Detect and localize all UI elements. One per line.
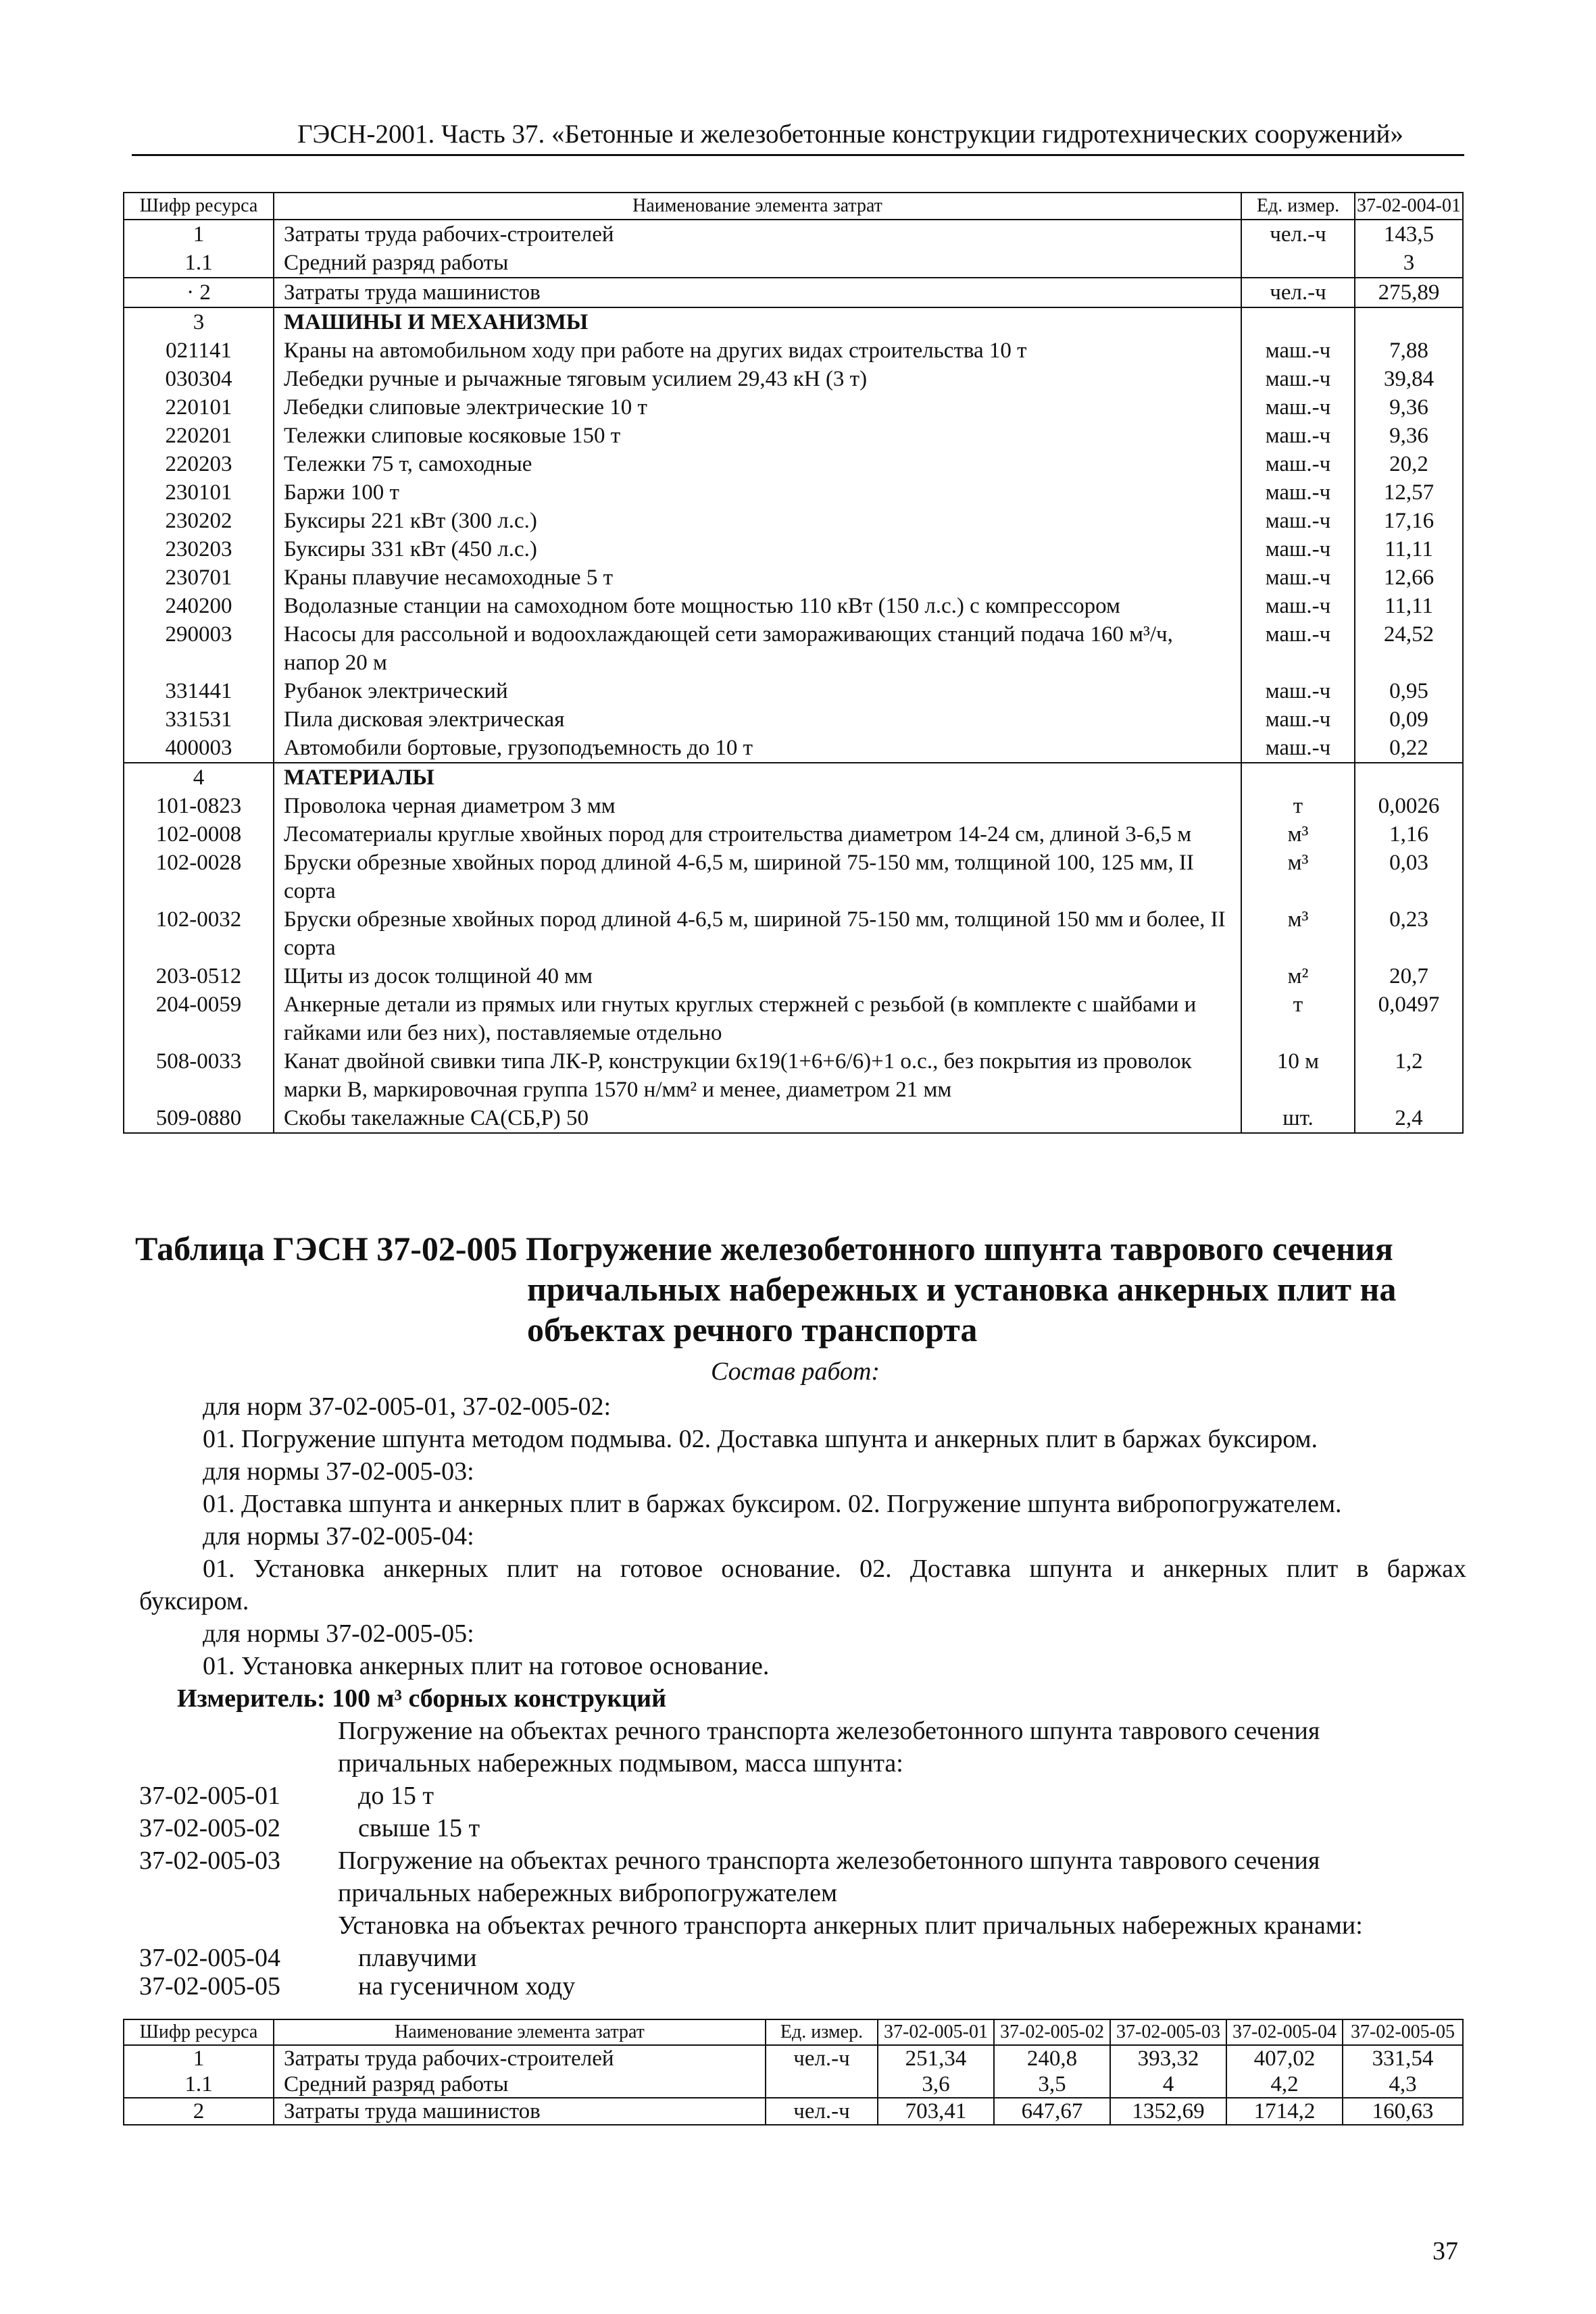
table-row	[124, 336, 1463, 365]
row-value: 143,5	[1355, 220, 1463, 249]
row-code: 2	[124, 2098, 274, 2125]
norm-code-text: свыше 15 т	[358, 1814, 480, 1842]
row-code: 102-0032	[124, 905, 274, 962]
table-row	[124, 1047, 1463, 1104]
row-name: Водолазные станции на самоходном боте мощностью 110 кВт (150 л.с.) с компрессором	[274, 592, 1241, 620]
row-name: Автомобили бортовые, грузоподъемность до 10 т	[274, 734, 1241, 763]
row-value-02: 3,5	[994, 2071, 1110, 2098]
table-row	[124, 220, 1463, 249]
header-code: Шифр ресурса	[124, 193, 274, 220]
norm-code: 37-02-005-05	[139, 1972, 280, 2001]
row-name: Затраты труда рабочих-строителей	[274, 2045, 766, 2071]
row-value-01: 251,34	[878, 2045, 994, 2071]
row-name: МАШИНЫ И МЕХАНИЗМЫ	[274, 307, 1241, 336]
row-name: Затраты труда рабочих-строителей	[274, 220, 1241, 249]
row-name: Краны на автомобильном ходу при работе на других видах строительства 10 т	[274, 336, 1241, 365]
row-unit	[1241, 307, 1355, 336]
work-composition-heading: Состав работ:	[711, 1357, 880, 1386]
row-unit: маш.-ч	[1241, 535, 1355, 563]
row-name: Лебедки ручные и рычажные тяговым усилием 29,43 кН (3 т)	[274, 365, 1241, 393]
row-unit: т	[1241, 792, 1355, 820]
norm-text: 01. Доставка шпунта и анкерных плит в баржах буксиром. 02. Погружение шпунта вибропогружателем.	[203, 1490, 1342, 1518]
row-value-01: 703,41	[878, 2098, 994, 2125]
norm-code-text: на гусеничном ходу	[358, 1972, 576, 2001]
row-value: 3	[1355, 249, 1463, 278]
table-row	[124, 620, 1463, 677]
row-code: 021141	[124, 336, 274, 365]
table-title-line-3: объектах речного транспорта	[527, 1311, 978, 1349]
row-value: 24,52	[1355, 620, 1463, 677]
row-code: 240200	[124, 592, 274, 620]
header-norm-04: 37-02-005-04	[1226, 2019, 1343, 2045]
header-value: 37-02-004-01	[1355, 193, 1463, 220]
row-name: Бруски обрезные хвойных пород длиной 4-6,5 м, шириной 75-150 мм, толщиной 100, 125 мм, II сорта	[274, 849, 1241, 905]
header-unit: Ед. измер.	[766, 2019, 878, 2045]
table-row	[124, 450, 1463, 478]
table-row	[124, 249, 1463, 278]
row-value-01: 3,6	[878, 2071, 994, 2098]
row-code: 290003	[124, 620, 274, 677]
table-row	[124, 2045, 1463, 2071]
row-unit: маш.-ч	[1241, 592, 1355, 620]
row-unit: 10 м	[1241, 1047, 1355, 1104]
row-value-05: 4,3	[1343, 2071, 1463, 2098]
row-unit: маш.-ч	[1241, 422, 1355, 450]
row-code: 230101	[124, 478, 274, 507]
row-value	[1355, 307, 1463, 336]
row-value-04: 407,02	[1226, 2045, 1343, 2071]
row-value: 0,09	[1355, 705, 1463, 734]
row-value-05: 331,54	[1343, 2045, 1463, 2071]
table-row	[124, 592, 1463, 620]
row-code: 1	[124, 2045, 274, 2071]
table-row	[124, 990, 1463, 1047]
norm-text-continued: буксиром.	[139, 1587, 249, 1615]
row-name: Буксиры 221 кВт (300 л.с.)	[274, 507, 1241, 535]
table-header-row	[124, 193, 1463, 220]
row-code: 230203	[124, 535, 274, 563]
row-name: Тележки слиповые косяковые 150 т	[274, 422, 1241, 450]
row-value: 20,7	[1355, 962, 1463, 990]
row-unit: маш.-ч	[1241, 478, 1355, 507]
row-value: 0,22	[1355, 734, 1463, 763]
row-value: 11,11	[1355, 592, 1463, 620]
row-name: Лесоматериалы круглые хвойных пород для строительства диаметром 14-24 см, длиной 3-6,5 м	[274, 820, 1241, 849]
row-code: 1.1	[124, 249, 274, 278]
row-code: 030304	[124, 365, 274, 393]
row-value: 17,16	[1355, 507, 1463, 535]
row-value: 12,57	[1355, 478, 1463, 507]
table-row	[124, 563, 1463, 592]
header-norm-05: 37-02-005-05	[1343, 2019, 1463, 2045]
table-row	[124, 677, 1463, 705]
row-name: Анкерные детали из прямых или гнутых круглых стержней с резьбой (в комплекте с шайбами и гайками или без них), поставляемые отдельно	[274, 990, 1241, 1047]
row-unit: маш.-ч	[1241, 393, 1355, 422]
row-name: Краны плавучие несамоходные 5 т	[274, 563, 1241, 592]
row-unit: маш.-ч	[1241, 734, 1355, 763]
row-value: 0,23	[1355, 905, 1463, 962]
row-code: 1	[124, 220, 274, 249]
norm-code: 37-02-005-02	[139, 1814, 280, 1842]
table-row	[124, 478, 1463, 507]
table-row	[124, 734, 1463, 763]
row-unit	[766, 2071, 878, 2098]
measure-unit: Измеритель: 100 м³ сборных конструкций	[177, 1684, 666, 1713]
row-unit	[1241, 763, 1355, 792]
norm-description: Установка на объектах речного транспорта анкерных плит причальных набережных кранами:	[338, 1911, 1363, 1940]
row-value-04: 4,2	[1226, 2071, 1343, 2098]
norm-code-text: Погружение на объектах речного транспорта железобетонного шпунта таврового сечения	[338, 1846, 1320, 1875]
section-row-materials	[124, 763, 1463, 792]
row-value: 1,16	[1355, 820, 1463, 849]
row-name: Проволока черная диаметром 3 мм	[274, 792, 1241, 820]
row-unit: м²	[1241, 962, 1355, 990]
row-unit: чел.-ч	[766, 2045, 878, 2071]
header-norm-01: 37-02-005-01	[878, 2019, 994, 2045]
row-value: 2,4	[1355, 1104, 1463, 1133]
norm-code: 37-02-005-03	[139, 1846, 280, 1875]
row-value-03: 4	[1110, 2071, 1226, 2098]
row-value: 1,2	[1355, 1047, 1463, 1104]
section-row-machines	[124, 307, 1463, 336]
page-number: 37	[1432, 2237, 1458, 2265]
row-unit: т	[1241, 990, 1355, 1047]
row-unit: чел.-ч	[766, 2098, 878, 2125]
norm-label: для норм 37-02-005-01, 37-02-005-02:	[203, 1392, 612, 1421]
row-name: Лебедки слиповые электрические 10 т	[274, 393, 1241, 422]
row-code: 101-0823	[124, 792, 274, 820]
norm-text: 01. Установка анкерных плит на готовое основание.	[203, 1652, 770, 1680]
row-value: 9,36	[1355, 422, 1463, 450]
row-code: 203-0512	[124, 962, 274, 990]
row-code: 509-0880	[124, 1104, 274, 1133]
table-row	[124, 820, 1463, 849]
norm-label: для нормы 37-02-005-04:	[203, 1522, 474, 1551]
row-name: Буксиры 331 кВт (450 л.с.)	[274, 535, 1241, 563]
table-row	[124, 278, 1463, 307]
row-unit: маш.-ч	[1241, 507, 1355, 535]
header-name: Наименование элемента затрат	[274, 193, 1241, 220]
row-unit: маш.-ч	[1241, 705, 1355, 734]
table-title	[135, 1228, 1432, 1350]
row-unit: маш.-ч	[1241, 336, 1355, 365]
row-value: 0,0026	[1355, 792, 1463, 820]
row-code: 220201	[124, 422, 274, 450]
row-code: 4	[124, 763, 274, 792]
header-norm-03: 37-02-005-03	[1110, 2019, 1226, 2045]
row-unit: маш.-ч	[1241, 563, 1355, 592]
row-unit: маш.-ч	[1241, 365, 1355, 393]
row-value: 9,36	[1355, 393, 1463, 422]
row-code: 230701	[124, 563, 274, 592]
table-row	[124, 1104, 1463, 1133]
row-name: Тележки 75 т, самоходные	[274, 450, 1241, 478]
norm-code-text: до 15 т	[358, 1782, 434, 1810]
row-value: 20,2	[1355, 450, 1463, 478]
row-name: Баржи 100 т	[274, 478, 1241, 507]
row-value: 12,66	[1355, 563, 1463, 592]
row-value-03: 393,32	[1110, 2045, 1226, 2071]
norm-text: 01. Установка анкерных плит на готовое основание. 02. Доставка шпунта и анкерных плит в баржах	[203, 1555, 1466, 1583]
row-name: Затраты труда машинистов	[274, 2098, 766, 2125]
resource-table-37-02-004	[123, 192, 1464, 1134]
resource-table-37-02-005	[123, 2019, 1464, 2126]
table-row	[124, 2071, 1463, 2098]
row-unit: маш.-ч	[1241, 677, 1355, 705]
row-value: 0,03	[1355, 849, 1463, 905]
norm-label: для нормы 37-02-005-03:	[203, 1457, 474, 1486]
row-code: · 2	[124, 278, 274, 307]
row-code: 220203	[124, 450, 274, 478]
row-value: 0,95	[1355, 677, 1463, 705]
table-row	[124, 422, 1463, 450]
row-name: Бруски обрезные хвойных пород длиной 4-6,5 м, шириной 75-150 мм, толщиной 150 мм и более, II сорта	[274, 905, 1241, 962]
row-name: МАТЕРИАЛЫ	[274, 763, 1241, 792]
header-name: Наименование элемента затрат	[274, 2019, 766, 2045]
table-row	[124, 535, 1463, 563]
row-name: Щиты из досок толщиной 40 мм	[274, 962, 1241, 990]
header-rule	[132, 154, 1464, 156]
table-row	[124, 393, 1463, 422]
row-value: 7,88	[1355, 336, 1463, 365]
row-code: 102-0028	[124, 849, 274, 905]
row-value-02: 647,67	[994, 2098, 1110, 2125]
row-unit: м³	[1241, 820, 1355, 849]
row-unit: шт.	[1241, 1104, 1355, 1133]
row-unit: маш.-ч	[1241, 620, 1355, 677]
row-unit	[1241, 249, 1355, 278]
row-value-05: 160,63	[1343, 2098, 1463, 2125]
row-name: Пила дисковая электрическая	[274, 705, 1241, 734]
row-name: Средний разряд работы	[274, 2071, 766, 2098]
row-name: Канат двойной свивки типа ЛК-Р, конструкции 6х19(1+6+6/6)+1 о.с., без покрытия из проволок марки В, маркировочная группа 1570 н/мм² и менее, диаметром 21 мм	[274, 1047, 1241, 1104]
row-code: 204-0059	[124, 990, 274, 1047]
table-row	[124, 905, 1463, 962]
table-header-row	[124, 2019, 1463, 2045]
header-norm-02: 37-02-005-02	[994, 2019, 1110, 2045]
row-name: Средний разряд работы	[274, 249, 1241, 278]
table-row	[124, 365, 1463, 393]
row-unit: чел.-ч	[1241, 278, 1355, 307]
row-unit: м³	[1241, 849, 1355, 905]
norm-description: Погружение на объектах речного транспорта железобетонного шпунта таврового сечения	[338, 1717, 1320, 1745]
row-code: 1.1	[124, 2071, 274, 2098]
row-value-03: 1352,69	[1110, 2098, 1226, 2125]
norm-description: причальных набережных подмывом, масса шпунта:	[338, 1749, 903, 1778]
table-row	[124, 705, 1463, 734]
table-row	[124, 507, 1463, 535]
table-row	[124, 792, 1463, 820]
row-value-04: 1714,2	[1226, 2098, 1343, 2125]
row-code: 331531	[124, 705, 274, 734]
row-code: 3	[124, 307, 274, 336]
row-unit: чел.-ч	[1241, 220, 1355, 249]
row-unit: маш.-ч	[1241, 450, 1355, 478]
row-value	[1355, 763, 1463, 792]
row-code: 102-0008	[124, 820, 274, 849]
row-code: 230202	[124, 507, 274, 535]
row-value: 275,89	[1355, 278, 1463, 307]
row-code: 508-0033	[124, 1047, 274, 1104]
norm-code: 37-02-005-04	[139, 1944, 280, 1972]
norm-code: 37-02-005-01	[139, 1782, 280, 1810]
norm-label: для нормы 37-02-005-05:	[203, 1619, 474, 1648]
row-name: Затраты труда машинистов	[274, 278, 1241, 307]
table-row	[124, 962, 1463, 990]
header-unit: Ед. измер.	[1241, 193, 1355, 220]
row-value: 0,0497	[1355, 990, 1463, 1047]
row-value: 39,84	[1355, 365, 1463, 393]
norm-code-text: плавучими	[358, 1944, 477, 1972]
row-code: 331441	[124, 677, 274, 705]
running-header: ГЭСН-2001. Часть 37. «Бетонные и железобетонные конструкции гидротехнических сооружений»	[297, 120, 1403, 149]
row-name: Рубанок электрический	[274, 677, 1241, 705]
row-name: Насосы для рассольной и водоохлаждающей сети замораживающих станций подача 160 м³/ч, напор 20 м	[274, 620, 1241, 677]
row-unit: м³	[1241, 905, 1355, 962]
table-row	[124, 2098, 1463, 2125]
row-value: 11,11	[1355, 535, 1463, 563]
table-title-line-1: Таблица ГЭСН 37-02-005 Погружение железобетонного шпунта таврового сечения	[135, 1230, 1393, 1267]
row-value-02: 240,8	[994, 2045, 1110, 2071]
row-code: 220101	[124, 393, 274, 422]
table-title-line-2: причальных набережных и установка анкерных плит на	[527, 1270, 1397, 1308]
header-code: Шифр ресурса	[124, 2019, 274, 2045]
row-code: 400003	[124, 734, 274, 763]
norm-code-text: причальных набережных вибропогружателем	[338, 1879, 838, 1907]
table-row	[124, 849, 1463, 905]
row-name: Скобы такелажные СА(СБ,Р) 50	[274, 1104, 1241, 1133]
norm-text: 01. Погружение шпунта методом подмыва. 02. Доставка шпунта и анкерных плит в баржах буксиром.	[203, 1425, 1318, 1453]
